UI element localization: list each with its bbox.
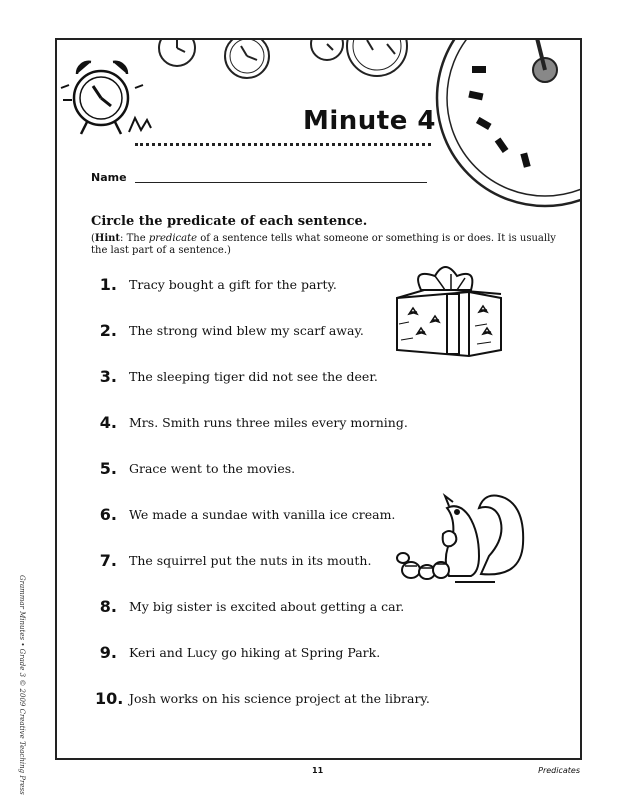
sentence-text[interactable]: Tracy bought a gift for the party.: [129, 277, 337, 292]
sentence-text[interactable]: Josh works on his science project at the library.: [129, 691, 430, 706]
title-dotted-rule: [135, 143, 431, 146]
small-clock-icon: [159, 40, 407, 78]
sentence-number: 1.: [99, 275, 117, 294]
sentence-item: [95, 367, 515, 391]
footer-topic: Predicates: [538, 766, 580, 775]
sentence-number: 5.: [99, 459, 117, 478]
sentence-item: [95, 413, 515, 437]
name-label: Name: [91, 171, 127, 184]
sentence-item: [95, 689, 515, 713]
sentence-number: 6.: [99, 505, 117, 524]
sentence-text[interactable]: Mrs. Smith runs three miles every morning.: [129, 415, 408, 430]
sentence-number: 7.: [99, 551, 117, 570]
sentence-number: 8.: [99, 597, 117, 616]
sentence-text[interactable]: Keri and Lucy go hiking at Spring Park.: [129, 645, 381, 660]
sentence-text[interactable]: The squirrel put the nuts in its mouth.: [129, 553, 372, 568]
squirrel-icon: [391, 486, 541, 586]
instruction-heading: Circle the predicate of each sentence.: [91, 214, 368, 229]
worksheet-frame: [55, 38, 582, 760]
sentence-number: 3.: [99, 367, 117, 386]
sentence-number: 10.: [95, 689, 124, 708]
page-number: 11: [312, 766, 324, 775]
large-clock-icon: [437, 40, 582, 206]
sentence-number: 4.: [99, 413, 117, 432]
worksheet-title: Minute 4: [303, 106, 437, 136]
copyright-sidebar: Grammar Minutes • Grade 3 © 2009 Creative Teaching Press: [18, 575, 26, 795]
sentence-number: 2.: [99, 321, 117, 340]
sentence-item: [95, 597, 515, 621]
sentence-text[interactable]: The sleeping tiger did not see the deer.: [129, 369, 378, 384]
sentence-text[interactable]: My big sister is excited about getting a car.: [129, 599, 405, 614]
hint-text: (Hint: The predicate of a sentence tells what someone or something is or does. It is usually the last part of a sentence.): [91, 233, 556, 256]
sentence-number: 9.: [99, 643, 117, 662]
sentence-text[interactable]: The strong wind blew my scarf away.: [129, 323, 364, 338]
name-line[interactable]: [135, 182, 427, 183]
gift-box-icon: [391, 264, 521, 358]
sentence-text[interactable]: Grace went to the movies.: [129, 461, 296, 476]
sentence-text[interactable]: We made a sundae with vanilla ice cream.: [129, 507, 396, 522]
sentence-item: [95, 459, 515, 483]
alarm-clock-icon: [61, 62, 151, 134]
sentence-item: [95, 643, 515, 667]
